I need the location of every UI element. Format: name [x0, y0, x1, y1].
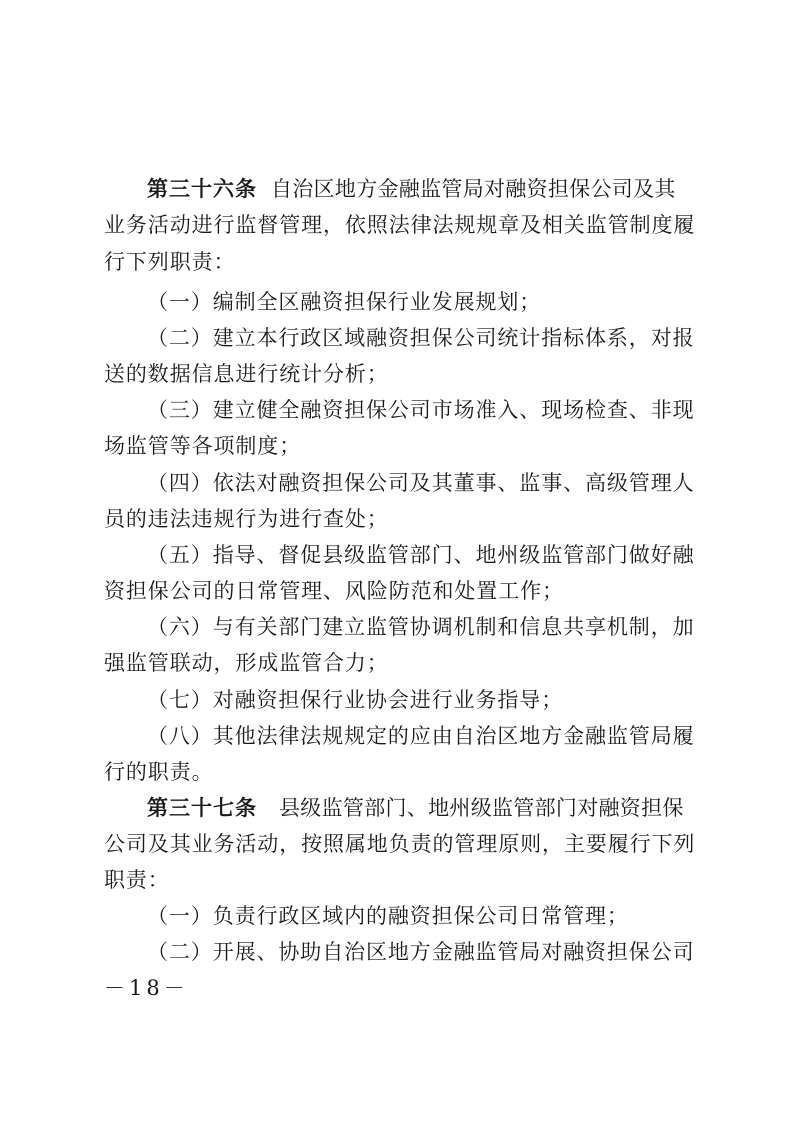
article-37-intro-text: 县级监管部门、地州级监管部门对融资担保 [279, 796, 684, 820]
article-36-item-3: （三）建立健全融资担保公司市场准入、现场检查、非现 [147, 398, 695, 422]
article-36-item-5: （五）指导、督促县级监管部门、地州级监管部门做好融 [147, 543, 695, 567]
article-36-item-8-cont: 行的职责。 [104, 760, 214, 784]
article-36-item-6-cont: 强监管联动，形成监管合力； [104, 651, 389, 675]
article-37-intro-line-2: 公司及其业务活动，按照属地负责的管理原则，主要履行下列 [104, 832, 696, 856]
article-36-item-2: （二）建立本行政区域融资担保公司统计指标体系，对报 [147, 326, 695, 350]
article-36-intro-line-3: 行下列职责： [104, 250, 236, 274]
page-number: －18－ [104, 976, 189, 1000]
article-36-item-5-cont: 资担保公司的日常管理、风险防范和处置工作； [104, 579, 564, 603]
article-37-heading: 第三十七条 [147, 795, 257, 820]
article-36-item-4-cont: 员的违法违规行为进行查处； [104, 507, 389, 531]
article-36-intro-text: 自治区地方金融监管局对融资担保公司及其 [271, 177, 676, 201]
article-36-item-1: （一）编制全区融资担保行业发展规划； [147, 290, 542, 314]
article-37-item-1: （一）负责行政区域内的融资担保公司日常管理； [147, 904, 629, 928]
article-36-item-6: （六）与有关部门建立监管协调机制和信息共享机制，加 [147, 615, 695, 639]
article-36-item-8: （八）其他法律法规规定的应由自治区地方金融监管局履 [147, 724, 695, 748]
article-37-intro-line-1 [0, 790, 793, 826]
article-36-item-3-cont: 场监管等各项制度； [104, 434, 302, 458]
article-36-heading: 第三十六条 [147, 176, 257, 201]
article-36-item-4: （四）依法对融资担保公司及其董事、监事、高级管理人 [147, 471, 695, 495]
article-36-item-7: （七）对融资担保行业协会进行业务指导； [147, 688, 564, 712]
article-37-intro-line-3: 职责： [104, 868, 170, 892]
article-37-item-2: （二）开展、协助自治区地方金融监管局对融资担保公司 [147, 940, 695, 964]
article-36-intro-line-2: 业务活动进行监督管理，依照法律法规规章及相关监管制度履 [104, 213, 696, 237]
article-36-intro-line-1 [0, 171, 793, 207]
article-36-item-2-cont: 送的数据信息进行统计分析； [104, 362, 389, 386]
